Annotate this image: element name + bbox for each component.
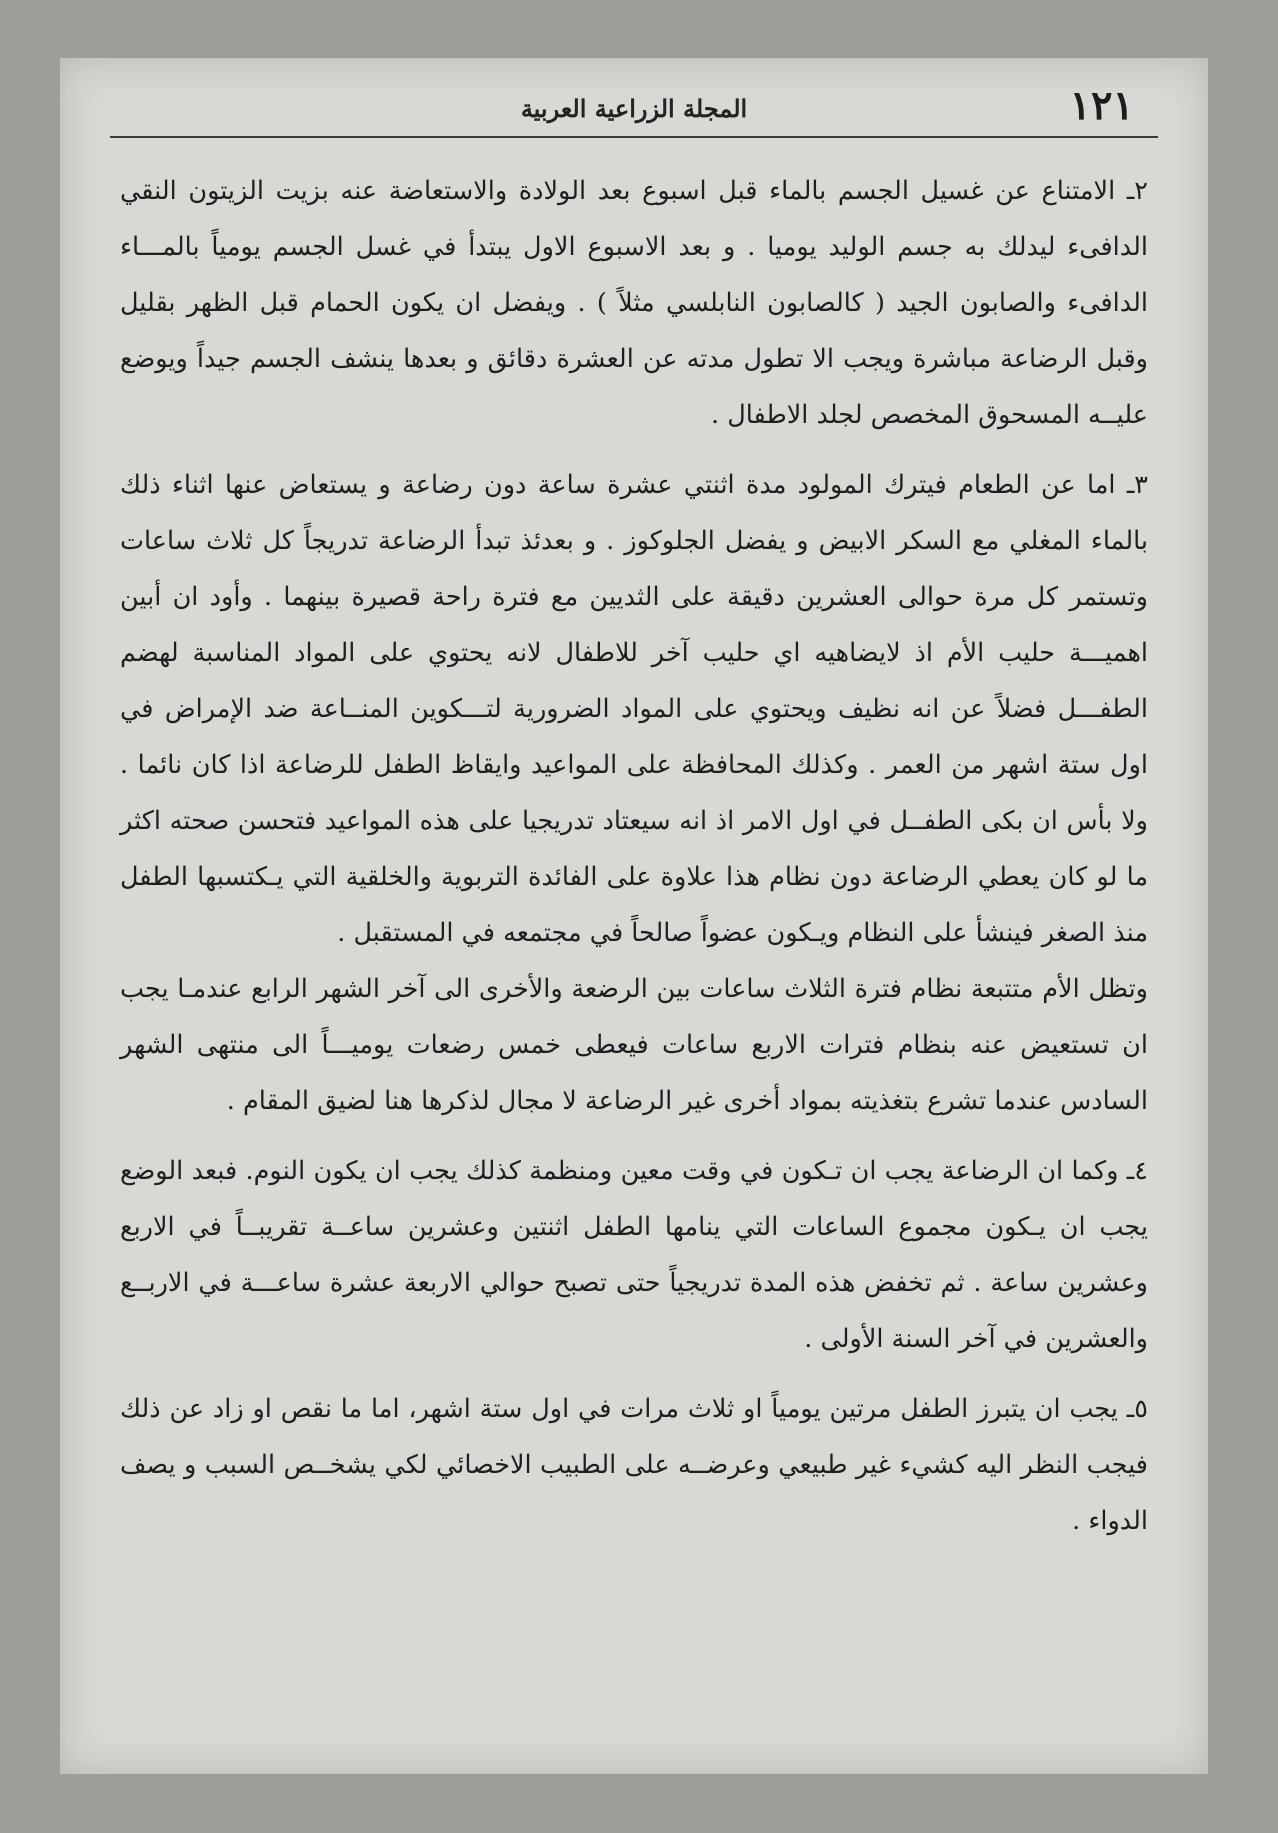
journal-title: المجلة الزراعية العربية: [520, 94, 748, 123]
paragraph-item-3: ٣ـ اما عن الطعام فيترك المولود مدة اثنتي عشرة ساعة دون رضاعة و يستعاض عنها اثناء ذلك بالماء المغلي مع السكر الابيض و يفضل الجلوكوز . و بعدئذ تبدأ الرضاعة تدريجاً كل ثلاث ساعات وتستمر كل مرة حوالى العشرين دقيقة على الثديين مع فترة راحة قصيرة بينهما . وأود ان أبين اهميـــة حليب الأم اذ لايضاهيه اي حليب آخر للاطفال لانه يحتوي على المواد المناسبة لهضم الطفـــل فضلاً عن انه نظيف ويحتوي على المواد الضرورية لتـــكوين المنــاعة ضد الإمراض في اول ستة اشهر من العمر . وكذلك المحافظة على المواعيد وايقاظ الطفل للرضاعة اذا كان نائما . ولا بأس ان بكى الطفــل في اول الامر اذ انه سيعتاد تدريجيا على هذه المواعيد فتحسن صحته اكثر ما لو كان يعطي الرضاعة دون نظام هذا علاوة على الفائدة التربوية والخلقية التي يـكتسبها الطفل منذ الصغر فينشأ على النظام ويـكون عضواً صالحاً في مجتمعه في المستقبل .: [120, 470, 1148, 948]
page-header: [110, 80, 1158, 138]
page-number: ١٢١: [1069, 82, 1134, 129]
book-page: [60, 58, 1208, 1774]
article-body: [120, 163, 1148, 1549]
paragraph-item-4: ٤ـ وكما ان الرضاعة يجب ان تـكون في وقت معين ومنظمة كذلك يجب ان يكون النوم. فبعد الوضع يجب ان يـكون مجموع الساعات التي ينامها الطفل اثنتين وعشرين ساعــة تقريبــاً في الاربع وعشرين ساعة . ثم تخفض هذه المدة تدريجياً حتى تصبح حوالي الاربعة عشرة ساعـــة في الاربــع والعشرين في آخر السنة الأولى .: [120, 1156, 1148, 1354]
paragraph-item-5: ٥ـ يجب ان يتبرز الطفل مرتين يومياً او ثلاث مرات في اول ستة اشهر، اما ما نقص او زاد عن ذلك فيجب النظر اليه كشيء غير طبيعي وعرضــه على الطبيب الاخصائي لكي يشخــص السبب و يصف الدواء .: [120, 1394, 1148, 1536]
paragraph-item-2: ٢ـ الامتناع عن غسيل الجسم بالماء قبل اسبوع بعد الولادة والاستعاضة عنه بزيت الزيتون النقي الدافىء ليدلك به جسم الوليد يوميا . و بعد الاسبوع الاول يبتدأ في غسل الجسم يومياً بالمـــاء الدافىء والصابون الجيد ( كالصابون النابلسي مثلاً ) . ويفضل ان يكون الحمام قبل الظهر بقليل وقبل الرضاعة مباشرة ويجب الا تطول مدته عن العشرة دقائق و بعدها ينشف الجسم جيداً ويوضع عليــه المسحوق المخصص لجلد الاطفال .: [120, 176, 1148, 430]
paragraph-feeding-schedule: وتظل الأم متتبعة نظام فترة الثلاث ساعات بين الرضعة والأخرى الى آخر الشهر الرابع عندمـا يجب ان تستعيض عنه بنظام فترات الاربع ساعات فيعطى خمس رضعات يوميـــاً الى منتهى الشهر السادس عندما تشرع بتغذيته بمواد أخرى غير الرضاعة لا مجال لذكرها هنا لضيق المقام .: [120, 974, 1148, 1116]
